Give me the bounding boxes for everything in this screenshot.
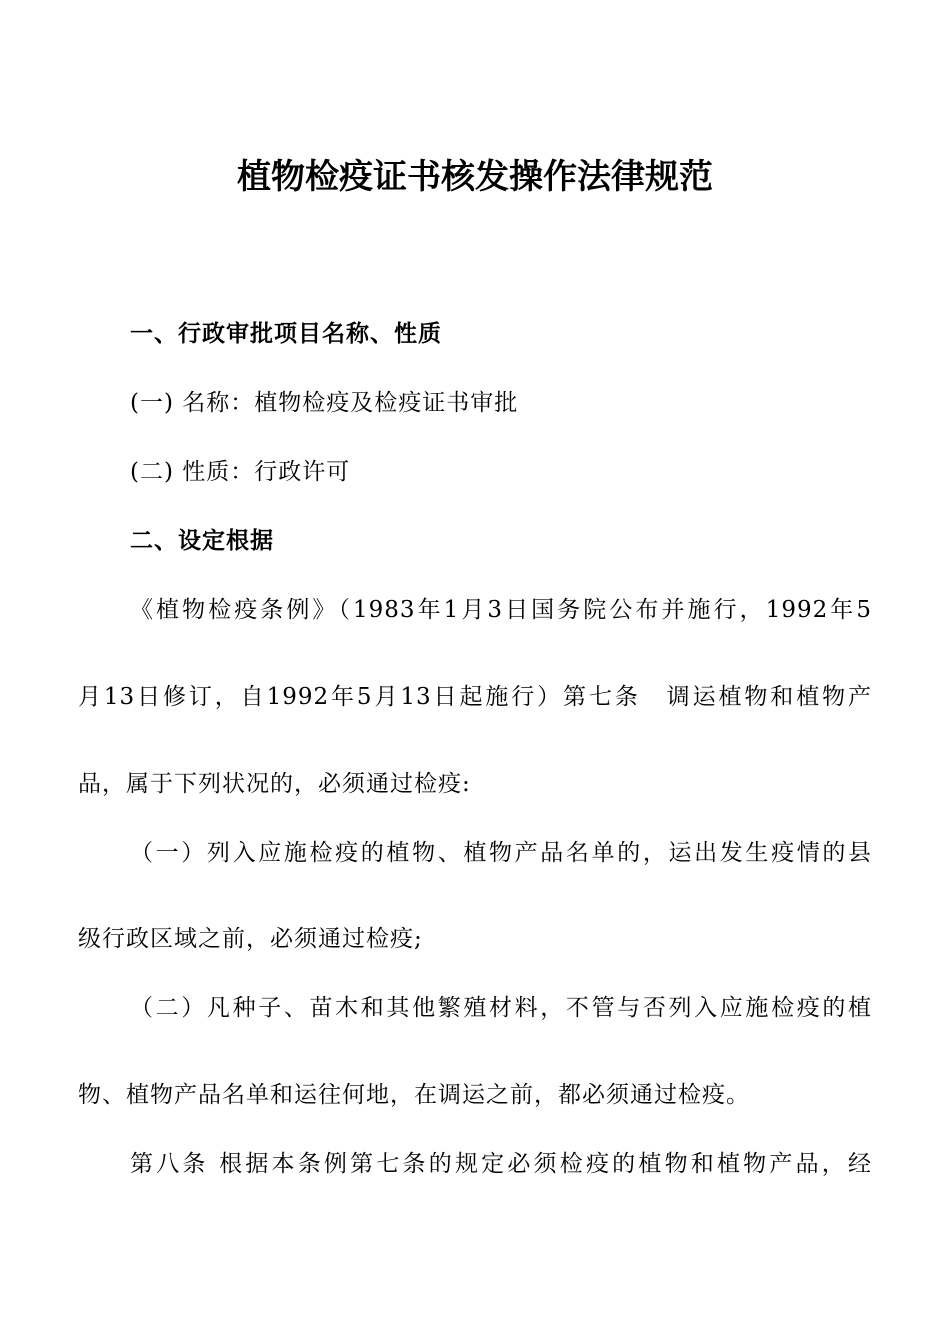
paragraph-line: （一）列入应施检疫的植物、植物产品名单的，运出发生疫情的县 xyxy=(130,840,872,866)
paragraph-line: 级行政区域之前，必须通过检疫; xyxy=(78,926,423,952)
paragraph-line: 品，属于下列状况的，必须通过检疫: xyxy=(78,771,471,797)
item-name-line: (一) 名称：植物检疫及检疫证书审批 xyxy=(130,390,519,416)
document-title: 植物检疫证书核发操作法律规范 xyxy=(237,157,713,197)
paragraph-line: 月13日修订，自1992年5月13日起施行）第七条 调运植物和植物产 xyxy=(78,684,872,710)
paragraph-line: 《植物检疫条例》（1983年1月3日国务院公布并施行，1992年5 xyxy=(130,597,872,623)
paragraph-line: （二）凡种子、苗木和其他繁殖材料，不管与否列入应施检疫的植 xyxy=(130,995,872,1021)
paragraph-line: 物、植物产品名单和运往何地，在调运之前，都必须通过检疫。 xyxy=(78,1082,750,1108)
paragraph-line: 第八条 根据本条例第七条的规定必须检疫的植物和植物产品，经 xyxy=(130,1151,872,1177)
section-heading-1: 一、行政审批项目名称、性质 xyxy=(130,320,442,347)
section-heading-2: 二、设定根据 xyxy=(130,527,274,554)
item-nature-line: (二) 性质：行政许可 xyxy=(130,459,351,485)
